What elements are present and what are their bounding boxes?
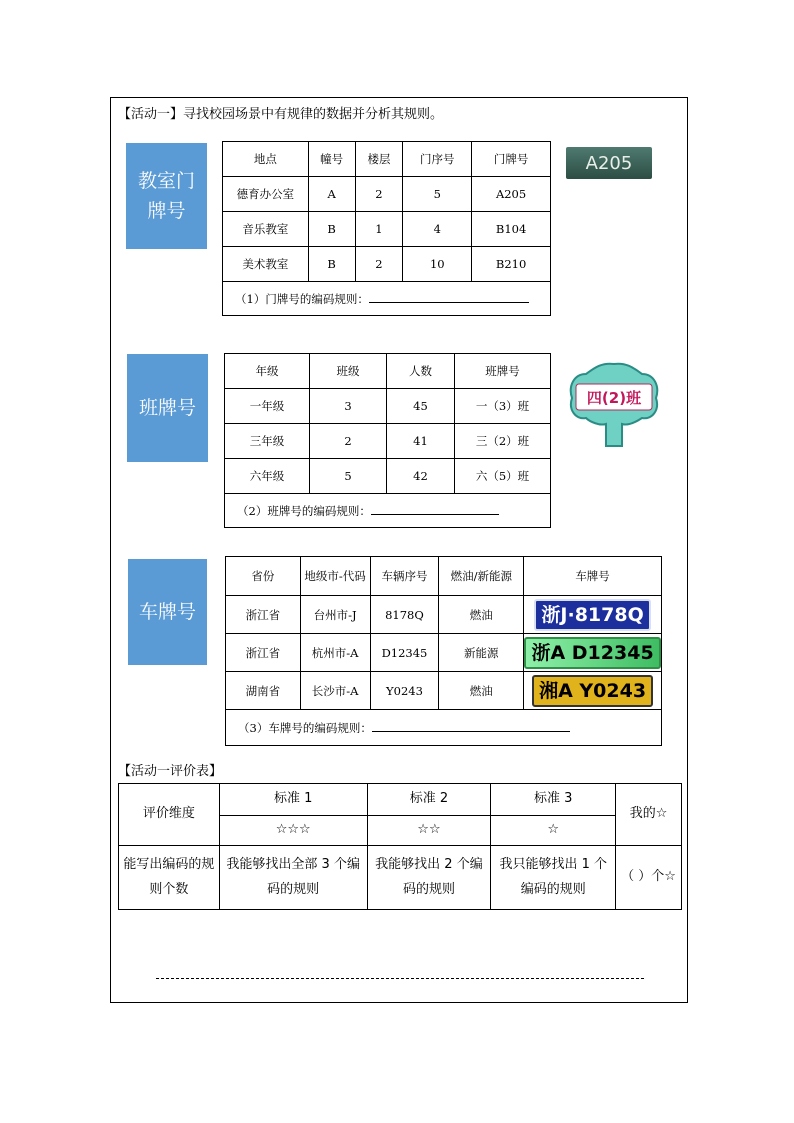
license-plate: 湘A Y0243	[532, 675, 653, 707]
eval-stars-cell: ☆☆	[367, 816, 491, 846]
eval-criteria-cell: 我能够找出 2 个编码的规则	[367, 846, 491, 910]
rule-cell	[226, 710, 662, 746]
eval-standard-header: 标准 3	[491, 784, 616, 816]
door-sign-text: A205	[585, 152, 633, 174]
door-table	[222, 141, 551, 316]
table-cell: 3	[310, 389, 387, 424]
cut-line	[156, 978, 644, 979]
eval-standard-header: 标准 1	[219, 784, 367, 816]
eval-stars-cell: ☆	[491, 816, 616, 846]
table-cell: 杭州市-A	[300, 634, 370, 672]
rule-cell	[223, 282, 551, 316]
table-cell: 湖南省	[226, 672, 301, 710]
car-table	[225, 556, 662, 746]
class-label: 班牌号	[127, 354, 208, 462]
class-table	[224, 353, 551, 528]
eval-criteria-row	[119, 846, 682, 910]
car-header-cell: 车辆序号	[370, 557, 439, 596]
table-cell: 一年级	[225, 389, 310, 424]
car-header-cell: 省份	[226, 557, 301, 596]
table-cell: 六年级	[225, 459, 310, 494]
table-cell: 2	[310, 424, 387, 459]
table-cell: 一（3）班	[455, 389, 551, 424]
door-header-cell: 门牌号	[472, 142, 551, 177]
table-cell: 音乐教室	[223, 212, 309, 247]
table-cell: 六（5）班	[455, 459, 551, 494]
eval-row-label: 能写出编码的规则个数	[119, 846, 220, 910]
car-label: 车牌号	[128, 559, 207, 665]
table-row	[225, 424, 551, 459]
table-cell: 三年级	[225, 424, 310, 459]
table-row	[223, 247, 551, 282]
license-plate: 浙A D12345	[524, 637, 660, 669]
table-cell: 42	[387, 459, 455, 494]
door-label-line1: 教室门	[137, 169, 195, 192]
answer-blank[interactable]	[372, 720, 570, 732]
car-header-row	[226, 557, 662, 596]
table-row	[226, 596, 662, 634]
car-rule-label: （3）车牌号的编码规则：	[238, 720, 372, 735]
door-header-cell: 楼层	[355, 142, 403, 177]
eval-criteria-cell: 我能够找出全部 3 个编码的规则	[219, 846, 367, 910]
table-cell: A	[308, 177, 355, 212]
eval-criteria-cell: 我只能够找出 1 个编码的规则	[491, 846, 616, 910]
eval-mine-header: 我的☆	[616, 784, 682, 846]
table-cell	[524, 634, 662, 672]
rule-cell	[225, 494, 551, 528]
class-header-cell: 班牌号	[455, 354, 551, 389]
table-cell: 8178Q	[370, 596, 439, 634]
door-header-cell: 地点	[223, 142, 309, 177]
table-cell: 德育办公室	[223, 177, 309, 212]
rule-row	[223, 282, 551, 316]
class-sign-image	[566, 360, 662, 452]
table-row	[225, 459, 551, 494]
table-row	[225, 389, 551, 424]
table-cell: B	[308, 247, 355, 282]
table-cell: 美术教室	[223, 247, 309, 282]
table-cell: 燃油	[439, 596, 524, 634]
car-header-cell: 燃油/新能源	[439, 557, 524, 596]
table-cell: A205	[472, 177, 551, 212]
class-header-cell: 人数	[387, 354, 455, 389]
class-header-cell: 班级	[310, 354, 387, 389]
car-header-cell: 地级市-代码	[300, 557, 370, 596]
rule-row	[225, 494, 551, 528]
table-row	[226, 634, 662, 672]
eval-dimension-header: 评价维度	[119, 784, 220, 846]
door-label	[126, 143, 207, 249]
class-header-row	[225, 354, 551, 389]
eval-title: 【活动一评价表】	[118, 764, 223, 779]
table-cell: 45	[387, 389, 455, 424]
table-row	[223, 177, 551, 212]
eval-table	[118, 783, 682, 910]
class-header-cell: 年级	[225, 354, 310, 389]
table-cell: B210	[472, 247, 551, 282]
table-cell: 5	[310, 459, 387, 494]
license-plate: 浙J·8178Q	[534, 599, 650, 631]
table-cell: 台州市-J	[300, 596, 370, 634]
answer-blank[interactable]	[371, 503, 499, 515]
door-label-line2: 牌号	[147, 200, 186, 222]
table-cell: 浙江省	[226, 634, 301, 672]
table-cell: 5	[403, 177, 472, 212]
door-header-row	[223, 142, 551, 177]
table-cell	[524, 672, 662, 710]
table-cell: Y0243	[370, 672, 439, 710]
eval-mine-cell[interactable]: （ ）个☆	[616, 846, 682, 910]
door-header-cell: 幢号	[308, 142, 355, 177]
rule-row	[226, 710, 662, 746]
door-sign-image	[566, 147, 652, 179]
table-cell: B104	[472, 212, 551, 247]
answer-blank[interactable]	[369, 291, 529, 303]
table-cell: 燃油	[439, 672, 524, 710]
car-header-cell: 车牌号	[524, 557, 662, 596]
table-cell: 10	[403, 247, 472, 282]
table-cell: 41	[387, 424, 455, 459]
door-header-cell: 门序号	[403, 142, 472, 177]
table-cell: 三（2）班	[455, 424, 551, 459]
table-cell: 长沙市-A	[300, 672, 370, 710]
table-row	[223, 212, 551, 247]
table-cell	[524, 596, 662, 634]
table-cell: B	[308, 212, 355, 247]
class-rule-label: （2）班牌号的编码规则：	[237, 503, 371, 518]
table-cell: 1	[355, 212, 403, 247]
eval-header-row	[119, 784, 682, 816]
eval-standard-header: 标准 2	[367, 784, 491, 816]
table-cell: 浙江省	[226, 596, 301, 634]
table-row	[226, 672, 662, 710]
eval-stars-cell: ☆☆☆	[219, 816, 367, 846]
door-rule-label: （1）门牌号的编码规则：	[235, 291, 369, 306]
table-cell: D12345	[370, 634, 439, 672]
class-sign-text: 四(2)班	[586, 389, 642, 407]
table-cell: 2	[355, 247, 403, 282]
table-cell: 2	[355, 177, 403, 212]
activity-title: 【活动一】寻找校园场景中有规律的数据并分析其规则。	[118, 107, 444, 122]
table-cell: 4	[403, 212, 472, 247]
table-cell: 新能源	[439, 634, 524, 672]
